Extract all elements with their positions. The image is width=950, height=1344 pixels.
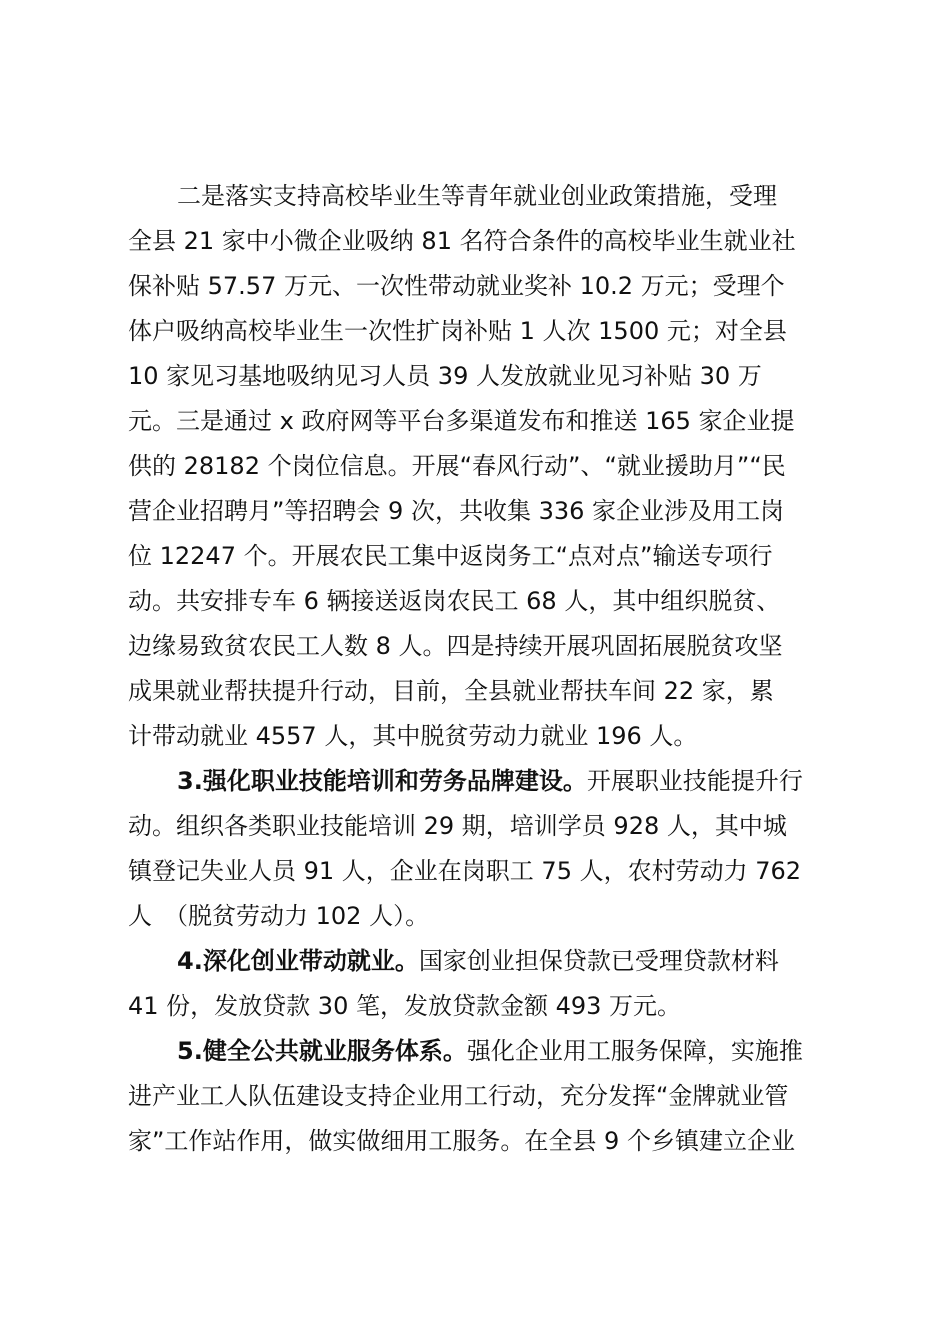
paragraph-employment-policy	[128, 174, 828, 759]
section-text: 开展职业技能提升行	[586, 767, 803, 795]
paragraph-skills-training	[128, 759, 828, 939]
text-line: 位 12247 个。开展农民工集中返岗务工“点对点”输送专项行	[128, 542, 773, 570]
text-line: 41 份，发放贷款 30 笔，发放贷款金额 493 万元。	[128, 992, 682, 1020]
text-line: 动。组织各类职业技能培训 29 期，培训学员 928 人，其中城	[128, 812, 787, 840]
text-line: 全县 21 家中小微企业吸纳 81 名符合条件的高校毕业生就业社	[128, 227, 796, 255]
text-line	[128, 939, 828, 984]
text-line: 成果就业帮扶提升行动，目前，全县就业帮扶车间 22 家，累	[128, 677, 774, 705]
text-line: 元。三是通过 x 政府网等平台多渠道发布和推送 165 家企业提	[128, 407, 795, 435]
paragraph-public-service	[128, 1029, 828, 1164]
text-line	[128, 759, 828, 804]
text-line: 营企业招聘月”等招聘会 9 次，共收集 336 家企业涉及用工岗	[128, 497, 785, 525]
text-line: 家”工作站作用，做实做细用工服务。在全县 9 个乡镇建立企业	[128, 1127, 795, 1155]
text-line: 镇登记失业人员 91 人，企业在岗职工 75 人，农村劳动力 762	[128, 857, 802, 885]
text-line: 边缘易致贫农民工人数 8 人。四是持续开展巩固拓展脱贫攻坚	[128, 632, 783, 660]
text-line: 10 家见习基地吸纳见习人员 39 人发放就业见习补贴 30 万	[128, 362, 762, 390]
text-line: 二是落实支持高校毕业生等青年就业创业政策措施，受理	[177, 182, 777, 210]
text-line: 供的 28182 个岗位信息。开展“春风行动”、“就业援助月”“民	[128, 452, 786, 480]
text-line: 保补贴 57.57 万元、一次性带动就业奖补 10.2 万元；受理个	[128, 272, 785, 300]
text-line: 计带动就业 4557 人，其中脱贫劳动力就业 196 人。	[128, 722, 698, 750]
text-line: 体户吸纳高校毕业生一次性扩岗补贴 1 人次 1500 元；对全县	[128, 317, 787, 345]
text-line	[128, 1029, 828, 1074]
document-body	[128, 174, 828, 1164]
section-heading: 4.深化创业带动就业。	[177, 947, 419, 975]
text-line: 进产业工人队伍建设支持企业用工行动，充分发挥“金牌就业管	[128, 1082, 789, 1110]
text-line: 动。共安排专车 6 辆接送返岗农民工 68 人，其中组织脱贫、	[128, 587, 781, 615]
text-line: 人 （脱贫劳动力 102 人）。	[128, 902, 430, 930]
section-heading: 3.强化职业技能培训和劳务品牌建设。	[177, 767, 587, 795]
section-heading: 5.健全公共就业服务体系。	[177, 1037, 467, 1065]
section-text: 强化企业用工服务保障，实施推	[466, 1037, 803, 1065]
paragraph-entrepreneurship	[128, 939, 828, 1029]
section-text: 国家创业担保贷款已受理贷款材料	[418, 947, 779, 975]
